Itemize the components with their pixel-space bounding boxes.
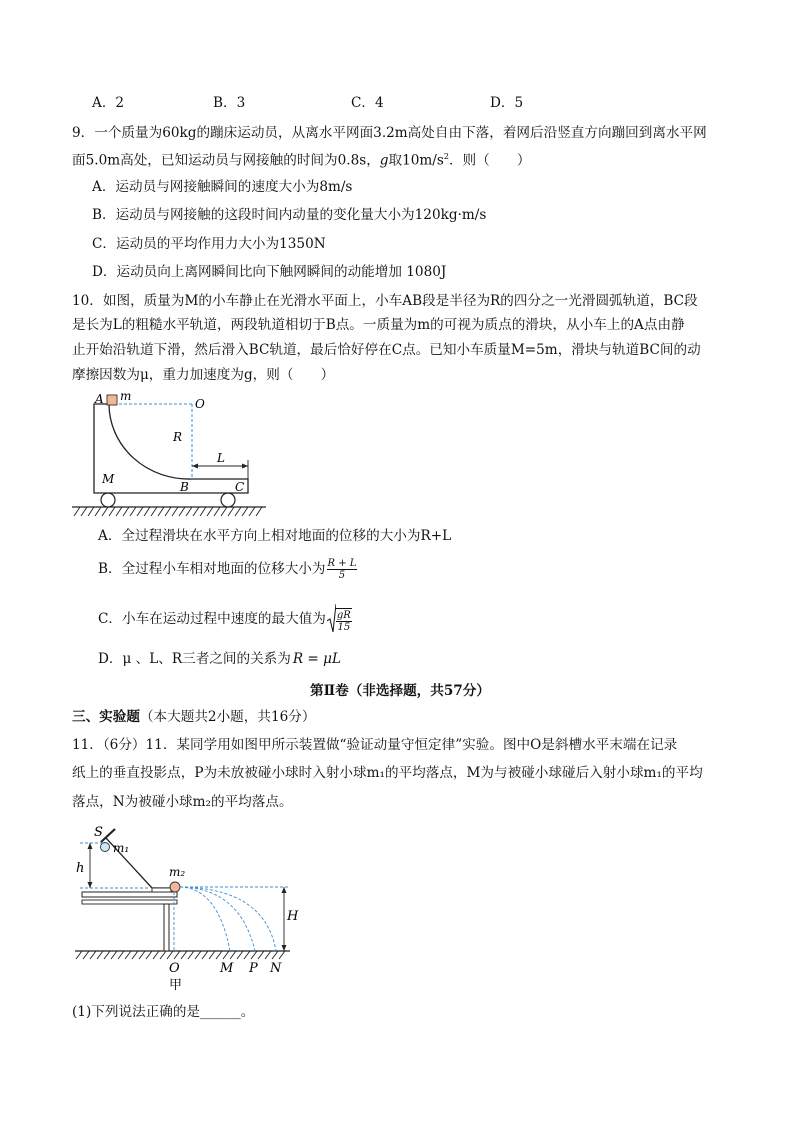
label-m: m	[120, 389, 132, 403]
label-B: B	[180, 480, 189, 494]
q10-stem-line3: 止开始沿轨道下滑，然后滑入BC轨道，最后恰好停在C点。已知小车质量M=5m，滑块与轨道BC间的动	[72, 342, 701, 358]
q11-stem-line3: 落点，N为被碰小球m₂的平均落点。	[72, 794, 293, 810]
q10-stem-line4: 摩擦因数为μ，重力加速度为g，则（ ）	[72, 367, 335, 383]
right-wheel	[221, 493, 235, 507]
label-P: P	[249, 961, 258, 976]
slider-block	[107, 395, 117, 405]
q8-option-c: C．4	[351, 95, 384, 111]
label-M: M	[220, 961, 234, 976]
ground-hatching	[76, 951, 285, 959]
label-L: L	[217, 451, 225, 465]
q10-stem-line1: 10．如图，质量为M的小车静止在光滑水平面上，小车AB段是半径为R的四分之一光滑圆弧轨道，BC段	[72, 293, 698, 309]
ball-m2	[170, 882, 180, 892]
sqrt-expression: $\frac{gR}{15}$	[327, 603, 352, 637]
cart-body	[94, 404, 248, 493]
q10-option-a: A．全过程滑块在水平方向上相对地面的位移的大小为R+L	[98, 528, 452, 544]
q8-option-a: A．2	[92, 95, 125, 111]
q11-apparatus-diagram	[70, 820, 305, 992]
q10-option-b: B．全过程小车相对地面的位移大小为 $\frac{R + L}{5}$	[98, 558, 357, 581]
q8-option-d: D．5	[490, 95, 524, 111]
label-H: H	[287, 909, 299, 924]
ball-m1	[101, 843, 110, 852]
q9-option-c: C．运动员的平均作用力大小为1350N	[92, 236, 326, 252]
section3-heading: 三、实验题（本大题共2小题，共16分）	[72, 709, 316, 725]
q9-stem-line1: 9．一个质量为60kg的蹦床运动员，从离水平网面3.2m高处自由下落，着网后沿竖直方向蹦回到离水平网	[72, 125, 707, 141]
label-N: N	[270, 961, 282, 976]
table-top	[82, 892, 177, 897]
q10-stem-line2: 是长为L的粗糙水平轨道，两段轨道相切于B点。一质量为m的可视为质点的滑块，从小车上的A点由静	[72, 317, 685, 333]
label-M: M	[102, 472, 115, 486]
q9-option-d: D．运动员向上离网瞬间比向下触网瞬间的动能增加 1080J	[92, 264, 447, 280]
label-O: O	[195, 397, 205, 411]
q10-option-c: C．小车在运动过程中速度的最大值为 $\frac{gR}{15}$	[98, 602, 352, 636]
section2-title: 第Ⅱ卷（非选择题，共57分）	[310, 683, 490, 699]
q11-stem-line2: 纸上的垂直投影点，P为未放被碰小球时入射小球m₁的平均落点，M为与被碰小球碰后入射小球m₁的平均	[72, 765, 703, 781]
q10-option-d: D．μ 、L、R三者之间的关系为 R = μL	[98, 651, 341, 667]
q8-option-b: B．3	[213, 95, 246, 111]
left-wheel	[101, 493, 115, 507]
ground-hatching	[74, 507, 262, 516]
table-leg	[164, 904, 169, 951]
label-S: S	[94, 825, 103, 840]
label-C: C	[235, 480, 245, 494]
q9-option-b: B．运动员与网接触的这段时间内动量的变化量大小为120kg·m/s	[92, 207, 487, 223]
label-O: O	[169, 961, 180, 976]
q9-option-a: A．运动员与网接触瞬间的速度大小为8m/s	[92, 179, 353, 195]
figure-caption: 甲	[169, 978, 183, 992]
q10-cart-diagram	[70, 386, 270, 520]
label-h: h	[76, 861, 85, 876]
q11-stem-line1: 11．（6分）11．某同学用如图甲所示装置做“验证动量守恒定律”实验。图中O是斜槽水平末端在记录	[72, 737, 678, 753]
q11-subquestion-1: (1)下列说法正确的是______。	[72, 1004, 255, 1020]
label-m1: m₁	[113, 841, 130, 855]
label-R: R	[173, 430, 183, 444]
label-m2: m₂	[169, 865, 186, 879]
label-A: A	[95, 392, 104, 406]
q9-stem-line2: 面5.0m高处，已知运动员与网接触的时间为0.8s，g取$10m/s^2$．则（ ）	[72, 152, 531, 169]
